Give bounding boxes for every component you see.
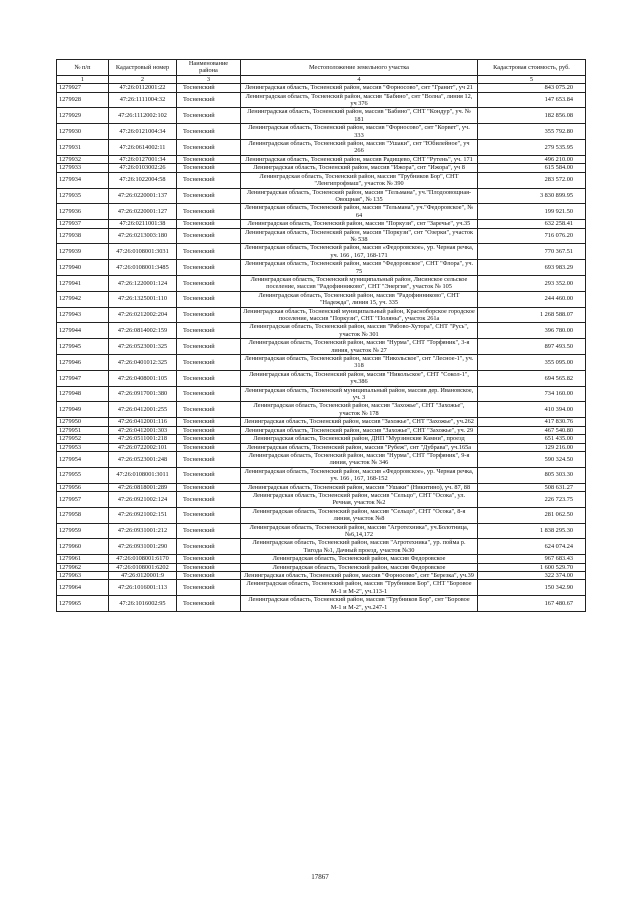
- district-name-cell: Тосненский: [177, 204, 241, 220]
- row-number-cell: 1279936: [57, 204, 109, 220]
- header-cell: Кадастровая стоимость, руб.: [478, 60, 586, 76]
- row-number-cell: 1279942: [57, 291, 109, 307]
- cadastral-value-cell: 496 210.00: [478, 155, 586, 163]
- table-row: [57, 323, 586, 339]
- cadastral-value-cell: 716 076.20: [478, 228, 586, 244]
- district-name-cell: Тосненский: [177, 435, 241, 443]
- location-cell: Ленинградская область, Тосненский район, массив "Трубников Бор", снт "Боровое М-1 и М-2", уч.247-1: [241, 596, 478, 612]
- district-name-cell: Тосненский: [177, 507, 241, 523]
- column-number-cell: 5: [478, 75, 586, 83]
- district-name-cell: Тосненский: [177, 84, 241, 92]
- row-number-cell: 1279939: [57, 244, 109, 260]
- district-name-cell: Тосненский: [177, 244, 241, 260]
- district-name-cell: Тосненский: [177, 228, 241, 244]
- page-number: 17867: [311, 873, 329, 881]
- cadastral-value-cell: 3 830 899.95: [478, 188, 586, 204]
- table-column-number-row: [57, 75, 586, 83]
- district-name-cell: Тосненский: [177, 418, 241, 426]
- cadastral-value-cell: 322 374.00: [478, 572, 586, 580]
- cadastral-value-cell: 843 075.20: [478, 84, 586, 92]
- cadastral-value-cell: 967 683.43: [478, 555, 586, 563]
- district-name-cell: Тосненский: [177, 339, 241, 355]
- cadastral-value-cell: 1 268 588.07: [478, 307, 586, 323]
- header-cell: Кадастровый номер: [109, 60, 177, 76]
- table-row: [57, 563, 586, 571]
- row-number-cell: 1279960: [57, 539, 109, 555]
- location-cell: Ленинградская область, Тосненский район, массив "Форносово", снт "Березка", уч.39: [241, 572, 478, 580]
- location-cell: Ленинградская область, Тосненский район, массив "Захожье", СНТ "Захожье", участок № 178: [241, 402, 478, 418]
- cadastral-value-cell: 293 352.00: [478, 275, 586, 291]
- cadastral-number-cell: 47:26:0212002:204: [109, 307, 177, 323]
- district-name-cell: Тосненский: [177, 572, 241, 580]
- row-number-cell: 1279929: [57, 108, 109, 124]
- cadastral-value-cell: 396 780.00: [478, 323, 586, 339]
- table-row: [57, 451, 586, 467]
- district-name-cell: Тосненский: [177, 155, 241, 163]
- location-cell: Ленинградская область, Тосненский муниципальный район, Красноборское городское поселение, массив "Поркузи", СНТ "Поляны", участок 261а: [241, 307, 478, 323]
- location-cell: Ленинградская область, Тосненский район, массив "Сельцо", СНТ "Осока", 8-я линия, участок №8: [241, 507, 478, 523]
- cadastral-value-cell: 467 540.80: [478, 426, 586, 434]
- row-number-cell: 1279941: [57, 275, 109, 291]
- table-row: [57, 572, 586, 580]
- header-cell: Местоположение земельного участка: [241, 60, 478, 76]
- table-row: [57, 339, 586, 355]
- district-name-cell: Тосненский: [177, 491, 241, 507]
- row-number-cell: 1279930: [57, 124, 109, 140]
- row-number-cell: 1279946: [57, 355, 109, 371]
- cadastral-number-cell: 47:26:0127001:34: [109, 155, 177, 163]
- cadastral-number-cell: 47:26:0412001:116: [109, 418, 177, 426]
- table-row: [57, 355, 586, 371]
- table-body: [57, 84, 586, 612]
- location-cell: Ленинградская область, Тосненский район, массив «Федоровское», ур. Черная речка, уч. 166 , 167, 168-171: [241, 244, 478, 260]
- district-name-cell: Тосненский: [177, 172, 241, 188]
- row-number-cell: 1279949: [57, 402, 109, 418]
- district-name-cell: Тосненский: [177, 426, 241, 434]
- district-name-cell: Тосненский: [177, 443, 241, 451]
- row-number-cell: 1279952: [57, 435, 109, 443]
- district-name-cell: Тосненский: [177, 307, 241, 323]
- table-row: [57, 164, 586, 172]
- table-row: [57, 483, 586, 491]
- district-name-cell: Тосненский: [177, 539, 241, 555]
- row-number-cell: 1279934: [57, 172, 109, 188]
- table-row: [57, 523, 586, 539]
- location-cell: Ленинградская область, Тосненский район, массив "Никольское", снт "Лесное-1", уч. 318: [241, 355, 478, 371]
- location-cell: Ленинградская область, Тосненский район, массив "Захожье", СНТ "Захожье", уч. 29: [241, 426, 478, 434]
- location-cell: Ленинградская область, Тосненский район, массив Радищево, СНТ "Рутень", уч. 171: [241, 155, 478, 163]
- cadastral-value-cell: 694 565.82: [478, 370, 586, 386]
- row-number-cell: 1279940: [57, 260, 109, 276]
- cadastral-value-cell: 355 792.80: [478, 124, 586, 140]
- cadastral-value-cell: 651 435.00: [478, 435, 586, 443]
- table-row: [57, 92, 586, 108]
- cadastral-number-cell: 47:26:0121004:34: [109, 124, 177, 140]
- cadastral-number-cell: 47:26:0614002:11: [109, 140, 177, 156]
- header-cell: № п/п: [57, 60, 109, 76]
- location-cell: Ленинградская область, Тосненский район, массив "Трубников Бор", СНТ "Ленгипрофмаш", участок № 390: [241, 172, 478, 188]
- cadastral-value-cell: 624 074.24: [478, 539, 586, 555]
- row-number-cell: 1279947: [57, 370, 109, 386]
- cadastral-value-cell: 734 160.00: [478, 386, 586, 402]
- row-number-cell: 1279933: [57, 164, 109, 172]
- district-name-cell: Тосненский: [177, 451, 241, 467]
- table-row: [57, 140, 586, 156]
- cadastral-value-cell: 129 216.00: [478, 443, 586, 451]
- row-number-cell: 1279944: [57, 323, 109, 339]
- location-cell: Ленинградская область, Тосненский район, массив "Нурма", СНТ "Торфяник", 3-я линия, участок № 27: [241, 339, 478, 355]
- cadastral-value-cell: 355 095.00: [478, 355, 586, 371]
- table-row: [57, 386, 586, 402]
- location-cell: Ленинградская область, Тосненский муниципальный район, Лисинское сельское поселение, массив "Радофинниково", СНТ "Энергия", участок № 105: [241, 275, 478, 291]
- table-row: [57, 596, 586, 612]
- location-cell: Ленинградская область, Тосненский муниципальный район, массив дер. Ивановское, уч. 3: [241, 386, 478, 402]
- table-row: [57, 124, 586, 140]
- location-cell: Ленинградская область, Тосненский район, массив "Федоровское", СНТ "Флора", уч. 75: [241, 260, 478, 276]
- cadastral-number-cell: 47:26:0108001:6170: [109, 555, 177, 563]
- cadastral-number-cell: 47:26:0401012:325: [109, 355, 177, 371]
- column-number-cell: 2: [109, 75, 177, 83]
- cadastral-value-cell: 283 572.00: [478, 172, 586, 188]
- cadastral-number-cell: 47:26:0408001:105: [109, 370, 177, 386]
- table-row: [57, 155, 586, 163]
- cadastral-value-cell: 226 723.75: [478, 491, 586, 507]
- district-name-cell: Тосненский: [177, 467, 241, 483]
- district-name-cell: Тосненский: [177, 220, 241, 228]
- location-cell: Ленинградская область, Тосненский район, ДНП "Мурзинские Камни", проезд: [241, 435, 478, 443]
- cadastral-value-cell: 244 460.00: [478, 291, 586, 307]
- district-name-cell: Тосненский: [177, 323, 241, 339]
- location-cell: Ленинградская область, Тосненский район, массив "Бабино", снт "Волна", линия 12, уч 376: [241, 92, 478, 108]
- cadastral-number-cell: 47:26:0523001:248: [109, 451, 177, 467]
- table-row: [57, 188, 586, 204]
- cadastral-value-cell: 150 342.90: [478, 580, 586, 596]
- cadastral-value-cell: 199 921.50: [478, 204, 586, 220]
- cadastral-value-cell: 615 584.00: [478, 164, 586, 172]
- location-cell: Ленинградская область, Тосненский район, массив Федоровское: [241, 563, 478, 571]
- cadastral-number-cell: 47:26:1022004:58: [109, 172, 177, 188]
- table-row: [57, 275, 586, 291]
- location-cell: Ленинградская область, Тосненский район, массив "Форносово", снт "Гранит", уч 21: [241, 84, 478, 92]
- cadastral-number-cell: 47:26:0722002:101: [109, 443, 177, 451]
- location-cell: Ленинградская область, Тосненский район, массив "Ушаки" (Никитино), уч. 87, 88: [241, 483, 478, 491]
- cadastral-number-cell: 47:26:0412001:303: [109, 426, 177, 434]
- row-number-cell: 1279961: [57, 555, 109, 563]
- district-name-cell: Тосненский: [177, 563, 241, 571]
- cadastral-value-cell: 897 493.50: [478, 339, 586, 355]
- cadastral-number-cell: 47:26:1325001:110: [109, 291, 177, 307]
- cadastral-number-cell: 47:26:0921002:124: [109, 491, 177, 507]
- location-cell: Ленинградская область, Тосненский район, массив "Сельцо", СНТ "Осока", ул. Речная, участок №2: [241, 491, 478, 507]
- location-cell: Ленинградская область, Тосненский район, массив "Поркузи", снт "Заречье", уч.35: [241, 220, 478, 228]
- table-row: [57, 402, 586, 418]
- location-cell: Ленинградская область, Тосненский район, массив "Агротехника", ур. пойма р. Тигода №1, Дачный проезд, участок №30: [241, 539, 478, 555]
- location-cell: Ленинградская область, Тосненский район, массив "Радофинниково", СНТ "Надежда", линия 15, уч. 335: [241, 291, 478, 307]
- row-number-cell: 1279953: [57, 443, 109, 451]
- district-name-cell: Тосненский: [177, 402, 241, 418]
- district-name-cell: Тосненский: [177, 164, 241, 172]
- cadastral-number-cell: 47:26:1016001:113: [109, 580, 177, 596]
- district-name-cell: Тосненский: [177, 523, 241, 539]
- cadastral-number-cell: 47:26:0931001:212: [109, 523, 177, 539]
- table-row: [57, 555, 586, 563]
- table-row: [57, 443, 586, 451]
- column-number-cell: 1: [57, 75, 109, 83]
- location-cell: Ленинградская область, Тосненский район, массив "Агротехника", уч.Болотница, №6,14,172: [241, 523, 478, 539]
- row-number-cell: 1279964: [57, 580, 109, 596]
- cadastral-value-cell: 770 367.51: [478, 244, 586, 260]
- table-row: [57, 84, 586, 92]
- cadastral-value-cell: 167 480.67: [478, 596, 586, 612]
- cadastral-number-cell: 47:26:0103002:26: [109, 164, 177, 172]
- district-name-cell: Тосненский: [177, 580, 241, 596]
- location-cell: Ленинградская область, Тосненский район, массив Федоровское: [241, 555, 478, 563]
- location-cell: Ленинградская область, Тосненский район, массив "Форносово", снт "Корвет", уч. 333: [241, 124, 478, 140]
- cadastral-value-cell: 590 324.50: [478, 451, 586, 467]
- location-cell: Ленинградская область, Тосненский район, массив "Трубников Бор", СНТ "Боровое М-1 и М-2", уч.113-1: [241, 580, 478, 596]
- location-cell: Ленинградская область, Тосненский район, массив "Ижора", снт "Ижора", уч 8: [241, 164, 478, 172]
- cadastral-value-cell: 281 062.50: [478, 507, 586, 523]
- row-number-cell: 1279928: [57, 92, 109, 108]
- table-row: [57, 491, 586, 507]
- district-name-cell: Тосненский: [177, 355, 241, 371]
- cadastral-number-cell: 47:26:1112002:102: [109, 108, 177, 124]
- table-row: [57, 539, 586, 555]
- cadastral-value-cell: 508 631.27: [478, 483, 586, 491]
- cadastral-number-cell: 47:26:0220001:137: [109, 188, 177, 204]
- row-number-cell: 1279963: [57, 572, 109, 580]
- cadastral-number-cell: 47:26:0412001:255: [109, 402, 177, 418]
- table-row: [57, 418, 586, 426]
- table-row: [57, 370, 586, 386]
- location-cell: Ленинградская область, Тосненский район, массив "Захожье", СНТ "Захожье", уч.262: [241, 418, 478, 426]
- cadastral-value-table: [56, 59, 586, 612]
- cadastral-number-cell: 47:26:0108001:6202: [109, 563, 177, 571]
- row-number-cell: 1279948: [57, 386, 109, 402]
- district-name-cell: Тосненский: [177, 124, 241, 140]
- district-name-cell: Тосненский: [177, 140, 241, 156]
- cadastral-number-cell: 47:26:1220001:124: [109, 275, 177, 291]
- cadastral-number-cell: 47:26:0213003:180: [109, 228, 177, 244]
- row-number-cell: 1279932: [57, 155, 109, 163]
- table-row: [57, 260, 586, 276]
- cadastral-number-cell: 47:26:0931001:290: [109, 539, 177, 555]
- district-name-cell: Тосненский: [177, 370, 241, 386]
- district-name-cell: Тосненский: [177, 291, 241, 307]
- cadastral-value-cell: 410 394.00: [478, 402, 586, 418]
- table-row: [57, 426, 586, 434]
- cadastral-number-cell: 47:26:0818001:289: [109, 483, 177, 491]
- row-number-cell: 1279956: [57, 483, 109, 491]
- location-cell: Ленинградская область, Тосненский район, массив "Тельмана", уч."Федоровское", № 64: [241, 204, 478, 220]
- district-name-cell: Тосненский: [177, 596, 241, 612]
- table-row: [57, 220, 586, 228]
- cadastral-value-cell: 1 838 295.30: [478, 523, 586, 539]
- location-cell: Ленинградская область, Тосненский район, массив "Рубеж", снт "Дубрава", уч.165а: [241, 443, 478, 451]
- row-number-cell: 1279938: [57, 228, 109, 244]
- row-number-cell: 1279962: [57, 563, 109, 571]
- table-row: [57, 108, 586, 124]
- table-row: [57, 467, 586, 483]
- table-header-row: [57, 60, 586, 76]
- row-number-cell: 1279958: [57, 507, 109, 523]
- district-name-cell: Тосненский: [177, 483, 241, 491]
- cadastral-number-cell: 47:26:1016002:95: [109, 596, 177, 612]
- cadastral-number-cell: 47:26:0211001:38: [109, 220, 177, 228]
- location-cell: Ленинградская область, Тосненский район, массив "Тельмана", уч."Плодоовощная-Овощная", № 135: [241, 188, 478, 204]
- cadastral-value-cell: 147 653.84: [478, 92, 586, 108]
- cadastral-number-cell: 47:26:0523001:325: [109, 339, 177, 355]
- cadastral-value-cell: 693 983.29: [478, 260, 586, 276]
- cadastral-number-cell: 47:26:0814002:159: [109, 323, 177, 339]
- column-number-cell: 4: [241, 75, 478, 83]
- location-cell: Ленинградская область, Тосненский район, массив "Никольское", СНТ "Сокол-1", уч.386: [241, 370, 478, 386]
- header-cell: Наименование района: [177, 60, 241, 76]
- document-page: [56, 59, 585, 612]
- table-row: [57, 435, 586, 443]
- district-name-cell: Тосненский: [177, 555, 241, 563]
- cadastral-number-cell: 47:26:0921002:151: [109, 507, 177, 523]
- row-number-cell: 1279955: [57, 467, 109, 483]
- row-number-cell: 1279965: [57, 596, 109, 612]
- cadastral-number-cell: 47:26:1111004:32: [109, 92, 177, 108]
- row-number-cell: 1279957: [57, 491, 109, 507]
- column-number-cell: 3: [177, 75, 241, 83]
- cadastral-number-cell: 47:26:0108001:3011: [109, 467, 177, 483]
- district-name-cell: Тосненский: [177, 108, 241, 124]
- row-number-cell: 1279943: [57, 307, 109, 323]
- district-name-cell: Тосненский: [177, 260, 241, 276]
- cadastral-number-cell: 47:26:0112001:22: [109, 84, 177, 92]
- district-name-cell: Тосненский: [177, 188, 241, 204]
- cadastral-number-cell: 47:26:0220001:127: [109, 204, 177, 220]
- cadastral-number-cell: 47:26:0511001:218: [109, 435, 177, 443]
- cadastral-number-cell: 47:26:0917001:380: [109, 386, 177, 402]
- row-number-cell: 1279937: [57, 220, 109, 228]
- cadastral-value-cell: 417 830.76: [478, 418, 586, 426]
- row-number-cell: 1279954: [57, 451, 109, 467]
- cadastral-value-cell: 1 600 529.70: [478, 563, 586, 571]
- cadastral-number-cell: 47:26:0108001:3485: [109, 260, 177, 276]
- location-cell: Ленинградская область, Тосненский район, массив "Нурма", СНТ "Торфяник", 9-я линия, участок № 346: [241, 451, 478, 467]
- table-row: [57, 228, 586, 244]
- table-row: [57, 307, 586, 323]
- location-cell: Ленинградская область, Тосненский район, массив "Ушаки", снт "Юбилейное", уч 266: [241, 140, 478, 156]
- table-row: [57, 172, 586, 188]
- location-cell: Ленинградская область, Тосненский район, массив "Бабино", СНТ "Кондур", уч. № 181: [241, 108, 478, 124]
- row-number-cell: 1279945: [57, 339, 109, 355]
- table-row: [57, 244, 586, 260]
- district-name-cell: Тосненский: [177, 275, 241, 291]
- location-cell: Ленинградская область, Тосненский район, массив «Федоровское», ур. Черная речка, уч. 166 , 167, 168-152: [241, 467, 478, 483]
- table-row: [57, 291, 586, 307]
- table-row: [57, 580, 586, 596]
- cadastral-value-cell: 805 303.30: [478, 467, 586, 483]
- cadastral-number-cell: 47:26:0108001:3031: [109, 244, 177, 260]
- row-number-cell: 1279959: [57, 523, 109, 539]
- cadastral-value-cell: 182 856.08: [478, 108, 586, 124]
- table-row: [57, 204, 586, 220]
- cadastral-value-cell: 632 258.41: [478, 220, 586, 228]
- row-number-cell: 1279931: [57, 140, 109, 156]
- row-number-cell: 1279927: [57, 84, 109, 92]
- row-number-cell: 1279951: [57, 426, 109, 434]
- location-cell: Ленинградская область, Тосненский район, массив "Поркузи", снт "Озерки", участок № 538: [241, 228, 478, 244]
- cadastral-value-cell: 279 535.95: [478, 140, 586, 156]
- district-name-cell: Тосненский: [177, 386, 241, 402]
- cadastral-number-cell: 47:26:0120001:9: [109, 572, 177, 580]
- table-row: [57, 507, 586, 523]
- district-name-cell: Тосненский: [177, 92, 241, 108]
- row-number-cell: 1279935: [57, 188, 109, 204]
- location-cell: Ленинградская область, Тосненский район, массив "Рябово-Хутора", СНТ "Русь", участок № 301: [241, 323, 478, 339]
- row-number-cell: 1279950: [57, 418, 109, 426]
